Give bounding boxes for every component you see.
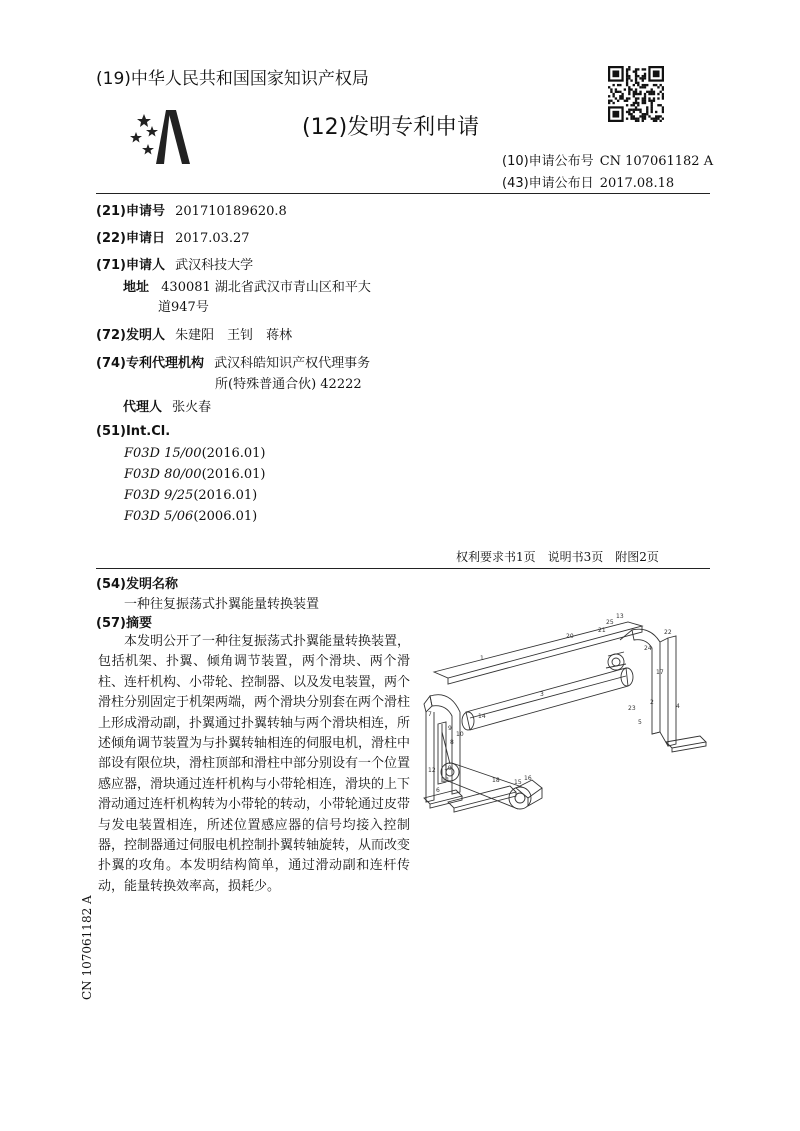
int-cl-label [96, 424, 170, 439]
patent-figure [420, 612, 710, 827]
document-type: (12)发明专利申请 [302, 115, 480, 140]
figure-label: 2 [650, 699, 654, 706]
cnipa-logo [130, 106, 202, 168]
applicant: 武汉科技大学 [175, 258, 254, 273]
publication-date: 2017.08.18 [599, 176, 675, 191]
publication-date-row [502, 172, 674, 191]
applicant-label: (71)申请人 [96, 258, 165, 273]
agency-label: (74)专利代理机构 [96, 356, 204, 371]
ipc-code: F03D 15/00 [124, 446, 202, 461]
address-line-1: 430081 湖北省武汉市青山区和平大 [161, 280, 371, 295]
figure-label: 5 [638, 719, 642, 726]
figure-label: 13 [616, 613, 624, 620]
application-number: 201710189620.8 [175, 204, 287, 219]
abstract-text: 本发明公开了一种往复振荡式扑翼能量转换装置，包括机架、扑翼、倾角调节装置，两个滑块、两个滑柱、连杆机构、小带轮、控制器、以及发电装置，两个滑柱分别固定于机架两端，两个滑块分别套在两个滑柱上形成滑动副，扑翼通过扑翼转轴与两个滑块相连，所述倾角调节装置为与扑翼转轴相连的伺服电机，滑柱中部设有限位块，滑柱顶部和滑柱中部分别设有一个位置感应器，滑块通过连杆机构与小带轮相连，滑块的上下滑动通过连杆机构转为小带轮的转动，小带轮通过皮带与发电装置相连，所述位置感应器的信号均接入控制器，控制器通过伺服电机控制扑翼转轴旋转，从而改变扑翼的攻角。本发明结构简单，通过滑动副和连杆传动，能量转换效率高，损耗少。 [98, 634, 411, 894]
figure-label: 6 [436, 787, 440, 794]
figure-label: 1 [480, 655, 484, 662]
application-date: 2017.03.27 [175, 231, 250, 246]
header-rule [96, 193, 710, 194]
qr-code-icon [608, 66, 664, 122]
ipc-version: (2016.01) [193, 488, 258, 503]
abstract-label [96, 612, 152, 631]
office-name: (19)中华人民共和国国家知识产权局 [96, 69, 369, 89]
ipc-entry [124, 446, 266, 461]
ipc-version: (2006.01) [193, 509, 258, 524]
figure-label: 9 [448, 725, 452, 732]
biblio-rule [96, 568, 710, 569]
agent: 张火春 [172, 400, 212, 415]
figure-label: 16 [524, 775, 532, 782]
address-label: 地址 [123, 280, 150, 295]
address-row [123, 276, 371, 295]
abstract-heading: (57)摘要 [96, 616, 152, 631]
inventor-row [96, 324, 292, 343]
ipc-code: F03D 9/25 [124, 488, 194, 503]
ipc-version: (2016.01) [201, 467, 266, 482]
agency-line-1: 武汉科皓知识产权代理事务 [214, 356, 371, 371]
figure-label: 22 [664, 629, 672, 636]
figure-label: 23 [628, 705, 636, 712]
agency-row [96, 352, 370, 371]
application-number-row [96, 200, 287, 219]
address-line-2: 道947号 [158, 300, 209, 315]
figure-label: 17 [656, 669, 664, 676]
figure-label: 7 [428, 711, 432, 718]
figure-label: 4 [676, 703, 680, 710]
agent-label: 代理人 [123, 400, 163, 415]
application-number-label: (21)申请号 [96, 204, 165, 219]
application-date-label: (22)申请日 [96, 231, 165, 246]
int-cl-heading: (51)Int.Cl. [96, 424, 171, 439]
figure-label: 15 [514, 779, 522, 786]
inventors: 朱建阳 王钊 蒋林 [175, 328, 293, 343]
ipc-code: F03D 80/00 [124, 467, 202, 482]
figure-label: 21 [598, 627, 606, 634]
inventor-label: (72)发明人 [96, 328, 165, 343]
agency-line-2: 所(特殊普通合伙) 42222 [215, 377, 362, 392]
side-publication-number: CN 107061182 A [80, 895, 94, 1000]
invention-title: 一种往复振荡式扑翼能量转换装置 [124, 597, 320, 612]
figure-label: 12 [428, 767, 436, 774]
publication-number-label: (10)申请公布号 [502, 154, 594, 169]
figure-label: 10 [456, 731, 464, 738]
ipc-code: F03D 5/06 [124, 509, 194, 524]
publication-date-label: (43)申请公布日 [502, 176, 594, 191]
figure-label: 11 [442, 777, 450, 784]
figure-label: 18 [492, 777, 500, 784]
applicant-row [96, 254, 253, 273]
application-date-row [96, 227, 250, 246]
ipc-entry [124, 509, 257, 524]
ipc-entry [124, 467, 266, 482]
figure-label: 24 [644, 645, 652, 652]
publication-number-row [502, 150, 713, 169]
ipc-version: (2016.01) [201, 446, 266, 461]
figure-label: 8 [450, 739, 454, 746]
title-label [96, 573, 178, 592]
figure-label: 3 [540, 691, 544, 698]
publication-number: CN 107061182 A [599, 154, 714, 169]
figure-label: 25 [606, 619, 614, 626]
figure-label: 19 [444, 765, 452, 772]
title-heading: (54)发明名称 [96, 577, 178, 592]
figure-label: 14 [478, 713, 486, 720]
page-count-info: 权利要求书1页 说明书3页 附图2页 [456, 550, 659, 564]
agent-row [123, 396, 211, 415]
figure-label: 20 [566, 633, 574, 640]
ipc-entry [124, 488, 257, 503]
